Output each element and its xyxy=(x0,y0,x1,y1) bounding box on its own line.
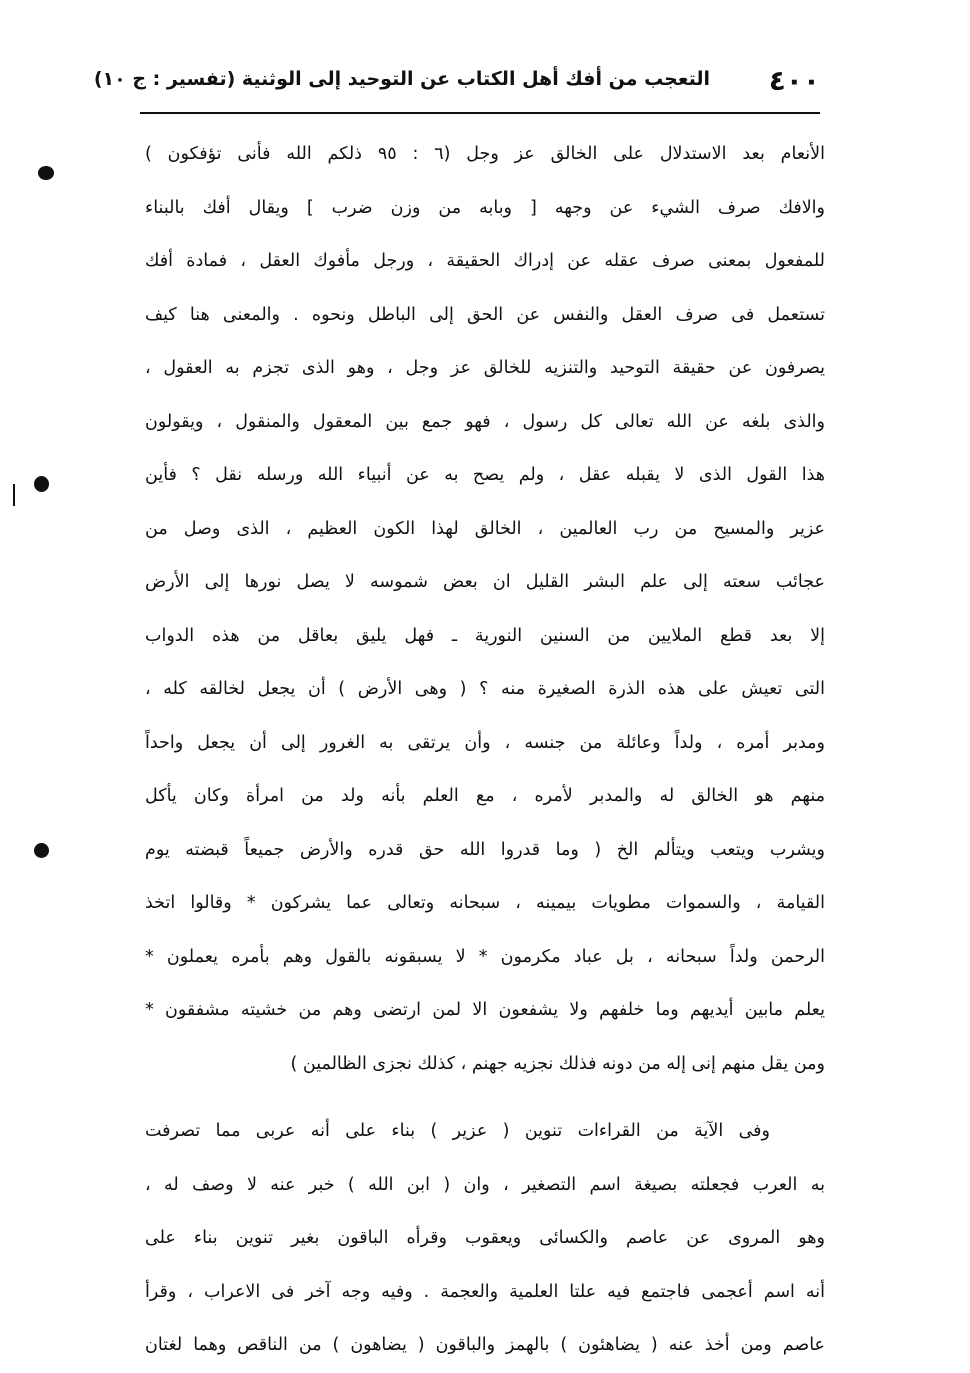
scan-blot xyxy=(34,843,49,858)
text-line: والافك صرف الشيء عن وجهه [ وبابه من وزن ضرب ] ويقال أفك بالبناء xyxy=(145,197,825,218)
text-line: ومدبر أمره ، ولداً وعائلة من جنسه ، وأن يرتقى به الغرور إلى أن يجعل واحداً xyxy=(145,732,825,753)
text-line: الرحمن ولداً سبحانه ، بل عباد مكرمون * لا يسبقونه بالقول وهم بأمره يعملون * xyxy=(145,946,825,967)
text-line: إلا بعد قطع الملايين من السنين النورية ـ فهل يليق بعاقل من هذه الدواب xyxy=(145,625,825,646)
page-header xyxy=(93,58,820,106)
scan-blot xyxy=(38,166,54,180)
text-line: به العرب فجعلته بصيغة اسم التصغير ، وان ( ابن الله ) خبر عنه لا وصف له ، xyxy=(145,1174,825,1195)
running-title: التعجب من أفك أهل الكتاب عن التوحيد إلى الوثنية (تفسير : ج ١٠) xyxy=(93,68,710,90)
text-line: وهو المروى عن عاصم والكسائى ويعقوب وقرأه الباقون بغير تنوين بناء على xyxy=(145,1228,825,1248)
text-line: عجائب سعته إلى علم البشر القليل ان بعض شموسه لا يصل نورها إلى الأرض xyxy=(145,572,825,592)
text-line: للمفعول بمعنى صرف عقله عن إدراك الحقيقة ، ورجل مأفوك العقل ، فمادة أفك xyxy=(145,251,825,271)
text-line: عزير والمسيح من رب العالمين ، الخالق لهذا الكون العظيم ، الذى وصل من xyxy=(145,518,825,539)
text-line: عاصم ومن أخذ عنه ( يضاهئون ) بالهمز والباقون ( يضاهون ) من الناقص وهما لغتان xyxy=(145,1335,825,1355)
text-line: يصرفون عن حقيقة التوحيد والتنزيه للخالق عز وجل ، وهو الذى تجزم به العقول ، xyxy=(145,358,825,378)
margin-mark xyxy=(13,484,15,506)
text-line: منهم هو الخالق له والمدبر لأمره ، مع العلم بأنه ولد من امرأة وكان يأكل xyxy=(145,786,825,806)
paragraph-gap xyxy=(145,1091,825,1105)
header-rule xyxy=(140,112,820,114)
paragraph-1 xyxy=(145,128,825,1091)
text-line: ويشرب ويتعب ويتألم الخ ( وما قدروا الله حق قدره والأرض جميعاً قبضته يوم xyxy=(145,839,825,860)
text-line: الأنعام بعد الاستدلال على الخالق عز وجل (٦ : ٩٥ ذلكم الله فأنى تؤفكون ) xyxy=(145,144,825,164)
paragraph-2 xyxy=(145,1105,825,1373)
text-line: هذا القول الذى لا يقبله عقل ، ولم يصح به عن أنبياء الله ورسله نقل ؟ فأين xyxy=(145,465,825,485)
text-line: أنه اسم أعجمى فاجتمع فيه علتا العلمية والعجمة . وفيه وجه آخر فى الاعراب ، وقرأ xyxy=(145,1281,825,1302)
scan-blot xyxy=(34,476,49,492)
page-number: ٤٠٠ xyxy=(768,64,820,97)
text-line: تستعمل فى صرف العقل والنفس عن الحق إلى الباطل ونحوه . والمعنى هنا كيف xyxy=(145,304,825,325)
text-line: والذى بلغه عن الله تعالى كل رسول ، فهو جمع بين المعقول والمنقول ، ويقولون xyxy=(145,411,825,432)
text-line: التى تعيش على هذه الذرة الصغيرة منه ؟ ( وهى الأرض ) أن يجعل لخالقه كله ، xyxy=(145,679,825,699)
text-line: يعلم مابين أيديهم وما خلفهم ولا يشفعون الا لمن ارتضى وهم من خشيته مشفقون * xyxy=(145,1000,825,1020)
text-line: ومن يقل منهم إنى إله من دونه فذلك نجزيه جهنم ، كذلك نجزى الظالمين ) xyxy=(290,1053,825,1074)
text-line: وفى الآية من القراءات تنوين ( عزير ) بناء على أنه عربى مما تصرفت xyxy=(145,1121,770,1141)
body-text xyxy=(145,128,825,1373)
text-line: القيامة ، والسموات مطويات بيمينه ، سبحانه وتعالى عما يشركون * وقالوا اتخذ xyxy=(145,893,825,913)
